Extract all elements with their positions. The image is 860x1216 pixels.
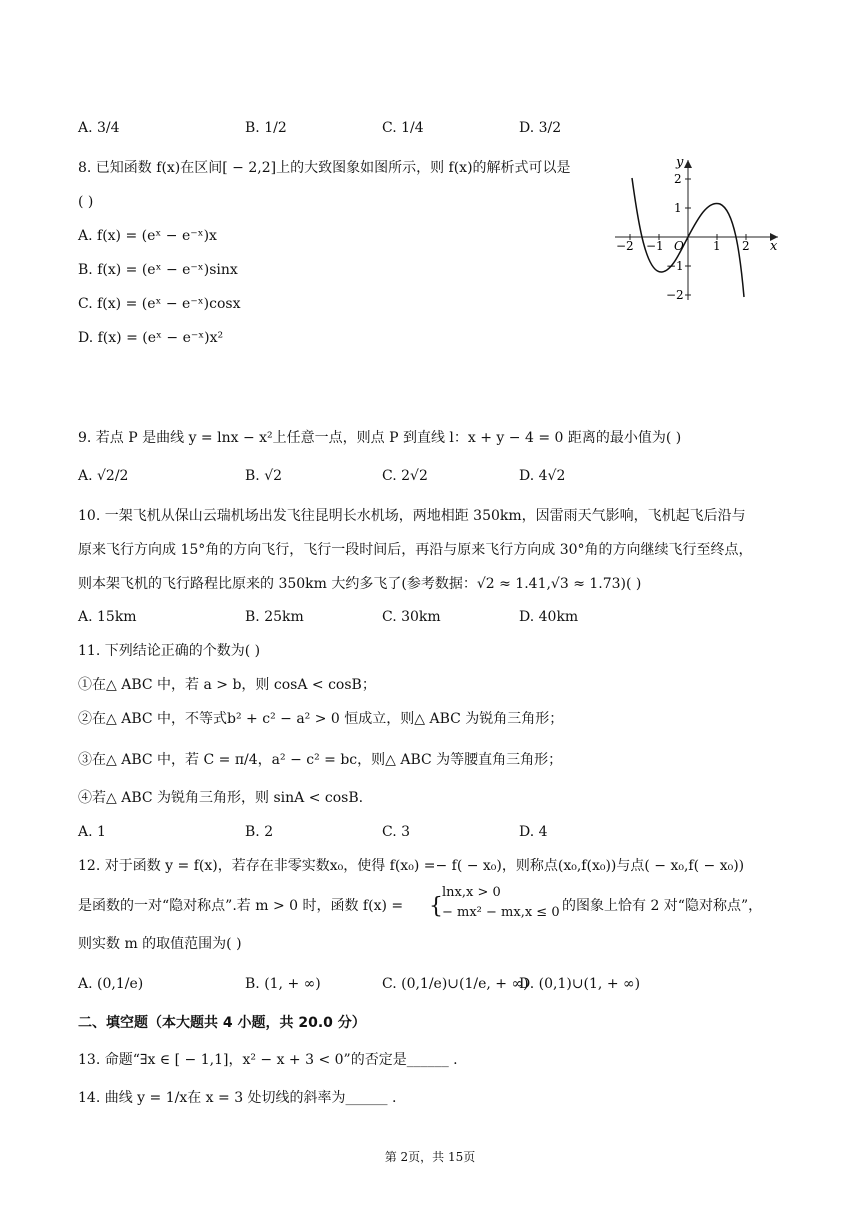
q8-option-c: C. f(x) = (eˣ − e⁻ˣ)cosx: [78, 296, 241, 312]
q12-option-d: D. (0,1)∪(1, + ∞): [519, 976, 641, 992]
x-tick-label: 2: [742, 239, 750, 253]
x-tick-label: 1: [713, 239, 721, 253]
q12-line-3: 则实数 m 的取值范围为( ): [78, 936, 242, 952]
origin-label: O: [674, 239, 684, 253]
q13: 13. 命题“∃x ∈ [ − 1,1]，x² − x + 3 < 0”的否定是______ .: [78, 1052, 458, 1068]
x-axis-label: x: [770, 239, 778, 254]
q12-line-2b: 的图象上恰有 2 对“隐对称点”，: [562, 898, 763, 914]
y-axis-label: y: [676, 155, 684, 170]
q8-option-b: B. f(x) = (eˣ − e⁻ˣ)sinx: [78, 262, 238, 278]
q8-function-graph: [610, 152, 785, 302]
q12-brace: {: [429, 894, 443, 919]
q11-item-1: ①在△ ABC 中，若 a > b，则 cosA < cosB；: [78, 677, 376, 693]
q12-option-c: C. (0,1/e)∪(1/e, + ∞): [382, 976, 529, 992]
q7-option-c: C. 1/4: [382, 120, 424, 136]
q7-option-b: B. 1/2: [245, 120, 287, 136]
q12-line-2a: 是函数的一对“隐对称点”.若 m > 0 时，函数 f(x) =: [78, 898, 404, 914]
q11-option-a: A. 1: [78, 824, 106, 840]
q10-option-b: B. 25km: [245, 609, 304, 625]
y-tick-label: 2: [674, 172, 682, 186]
x-tick-label: −2: [616, 239, 634, 253]
q9-stem: 9. 若点 P 是曲线 y = lnx − x²上任意一点，则点 P 到直线 l：x + y − 4 = 0 距离的最小值为( ): [78, 430, 682, 446]
q8-option-a: A. f(x) = (eˣ − e⁻ˣ)x: [78, 228, 217, 244]
q14: 14. 曲线 y = 1/x在 x = 3 处切线的斜率为______ .: [78, 1090, 397, 1106]
q11-item-4: ④若△ ABC 为锐角三角形，则 sinA < cosB.: [78, 790, 364, 806]
q10-line-1: 10. 一架飞机从保山云瑞机场出发飞往昆明长水机场，两地相距 350km，因雷雨天气影响，飞机起飞后沿与: [78, 508, 746, 524]
q9-option-b: B. √2: [245, 468, 283, 484]
q11-option-d: D. 4: [519, 824, 548, 840]
y-tick-label: 1: [674, 201, 682, 215]
q10-option-a: A. 15km: [78, 609, 137, 625]
q9-option-d: D. 4√2: [519, 468, 566, 484]
q11-item-2: ②在△ ABC 中，不等式b² + c² − a² > 0 恒成立，则△ ABC 为锐角三角形；: [78, 711, 564, 727]
q7-option-d: D. 3/2: [519, 120, 562, 136]
q8-stem: 8. 已知函数 f(x)在区间[ − 2,2]上的大致图象如图所示，则 f(x)的解析式可以是: [78, 160, 571, 176]
q10-option-d: D. 40km: [519, 609, 579, 625]
y-tick-label: −1: [666, 259, 684, 273]
q12-option-b: B. (1, + ∞): [245, 976, 321, 992]
q8-option-d: D. f(x) = (eˣ − e⁻ˣ)x²: [78, 330, 224, 346]
q12-piece-2: − mx² − mx,x ≤ 0: [442, 905, 560, 920]
q11-option-b: B. 2: [245, 824, 274, 840]
q9-option-a: A. √2/2: [78, 468, 129, 484]
page-footer: 第 2页，共 15页: [384, 1150, 476, 1164]
q7-option-a: A. 3/4: [78, 120, 120, 136]
q10-line-2: 原来飞行方向成 15°角的方向飞行，飞行一段时间后，再沿与原来飞行方向成 30°角的方向继续飞行至终点，: [78, 542, 753, 558]
q11-option-c: C. 3: [382, 824, 411, 840]
q12-piece-1: lnx,x > 0: [442, 885, 501, 900]
q9-option-c: C. 2√2: [382, 468, 428, 484]
q8-paren: ( ): [78, 194, 94, 210]
q10-option-c: C. 30km: [382, 609, 441, 625]
x-tick-label: −1: [646, 239, 664, 253]
q11-stem: 11. 下列结论正确的个数为( ): [78, 643, 261, 659]
q11-item-3: ③在△ ABC 中，若 C = π/4，a² − c² = bc，则△ ABC 为等腰直角三角形；: [78, 752, 563, 768]
y-tick-label: −2: [666, 288, 684, 302]
q10-line-3: 则本架飞机的飞行路程比原来的 350km 大约多飞了(参考数据：√2 ≈ 1.41,√3 ≈ 1.73)( ): [78, 576, 642, 592]
y-axis-arrow-icon: [684, 160, 692, 168]
section-2-heading: 二、填空题（本大题共 4 小题，共 20.0 分）: [78, 1015, 366, 1031]
q12-line-1: 12. 对于函数 y = f(x)，若存在非零实数x₀，使得 f(x₀) =− f( − x₀)，则称点(x₀,f(x₀))与点( − x₀,f( − x₀)): [78, 858, 745, 874]
q12-option-a: A. (0,1/e): [78, 976, 144, 992]
